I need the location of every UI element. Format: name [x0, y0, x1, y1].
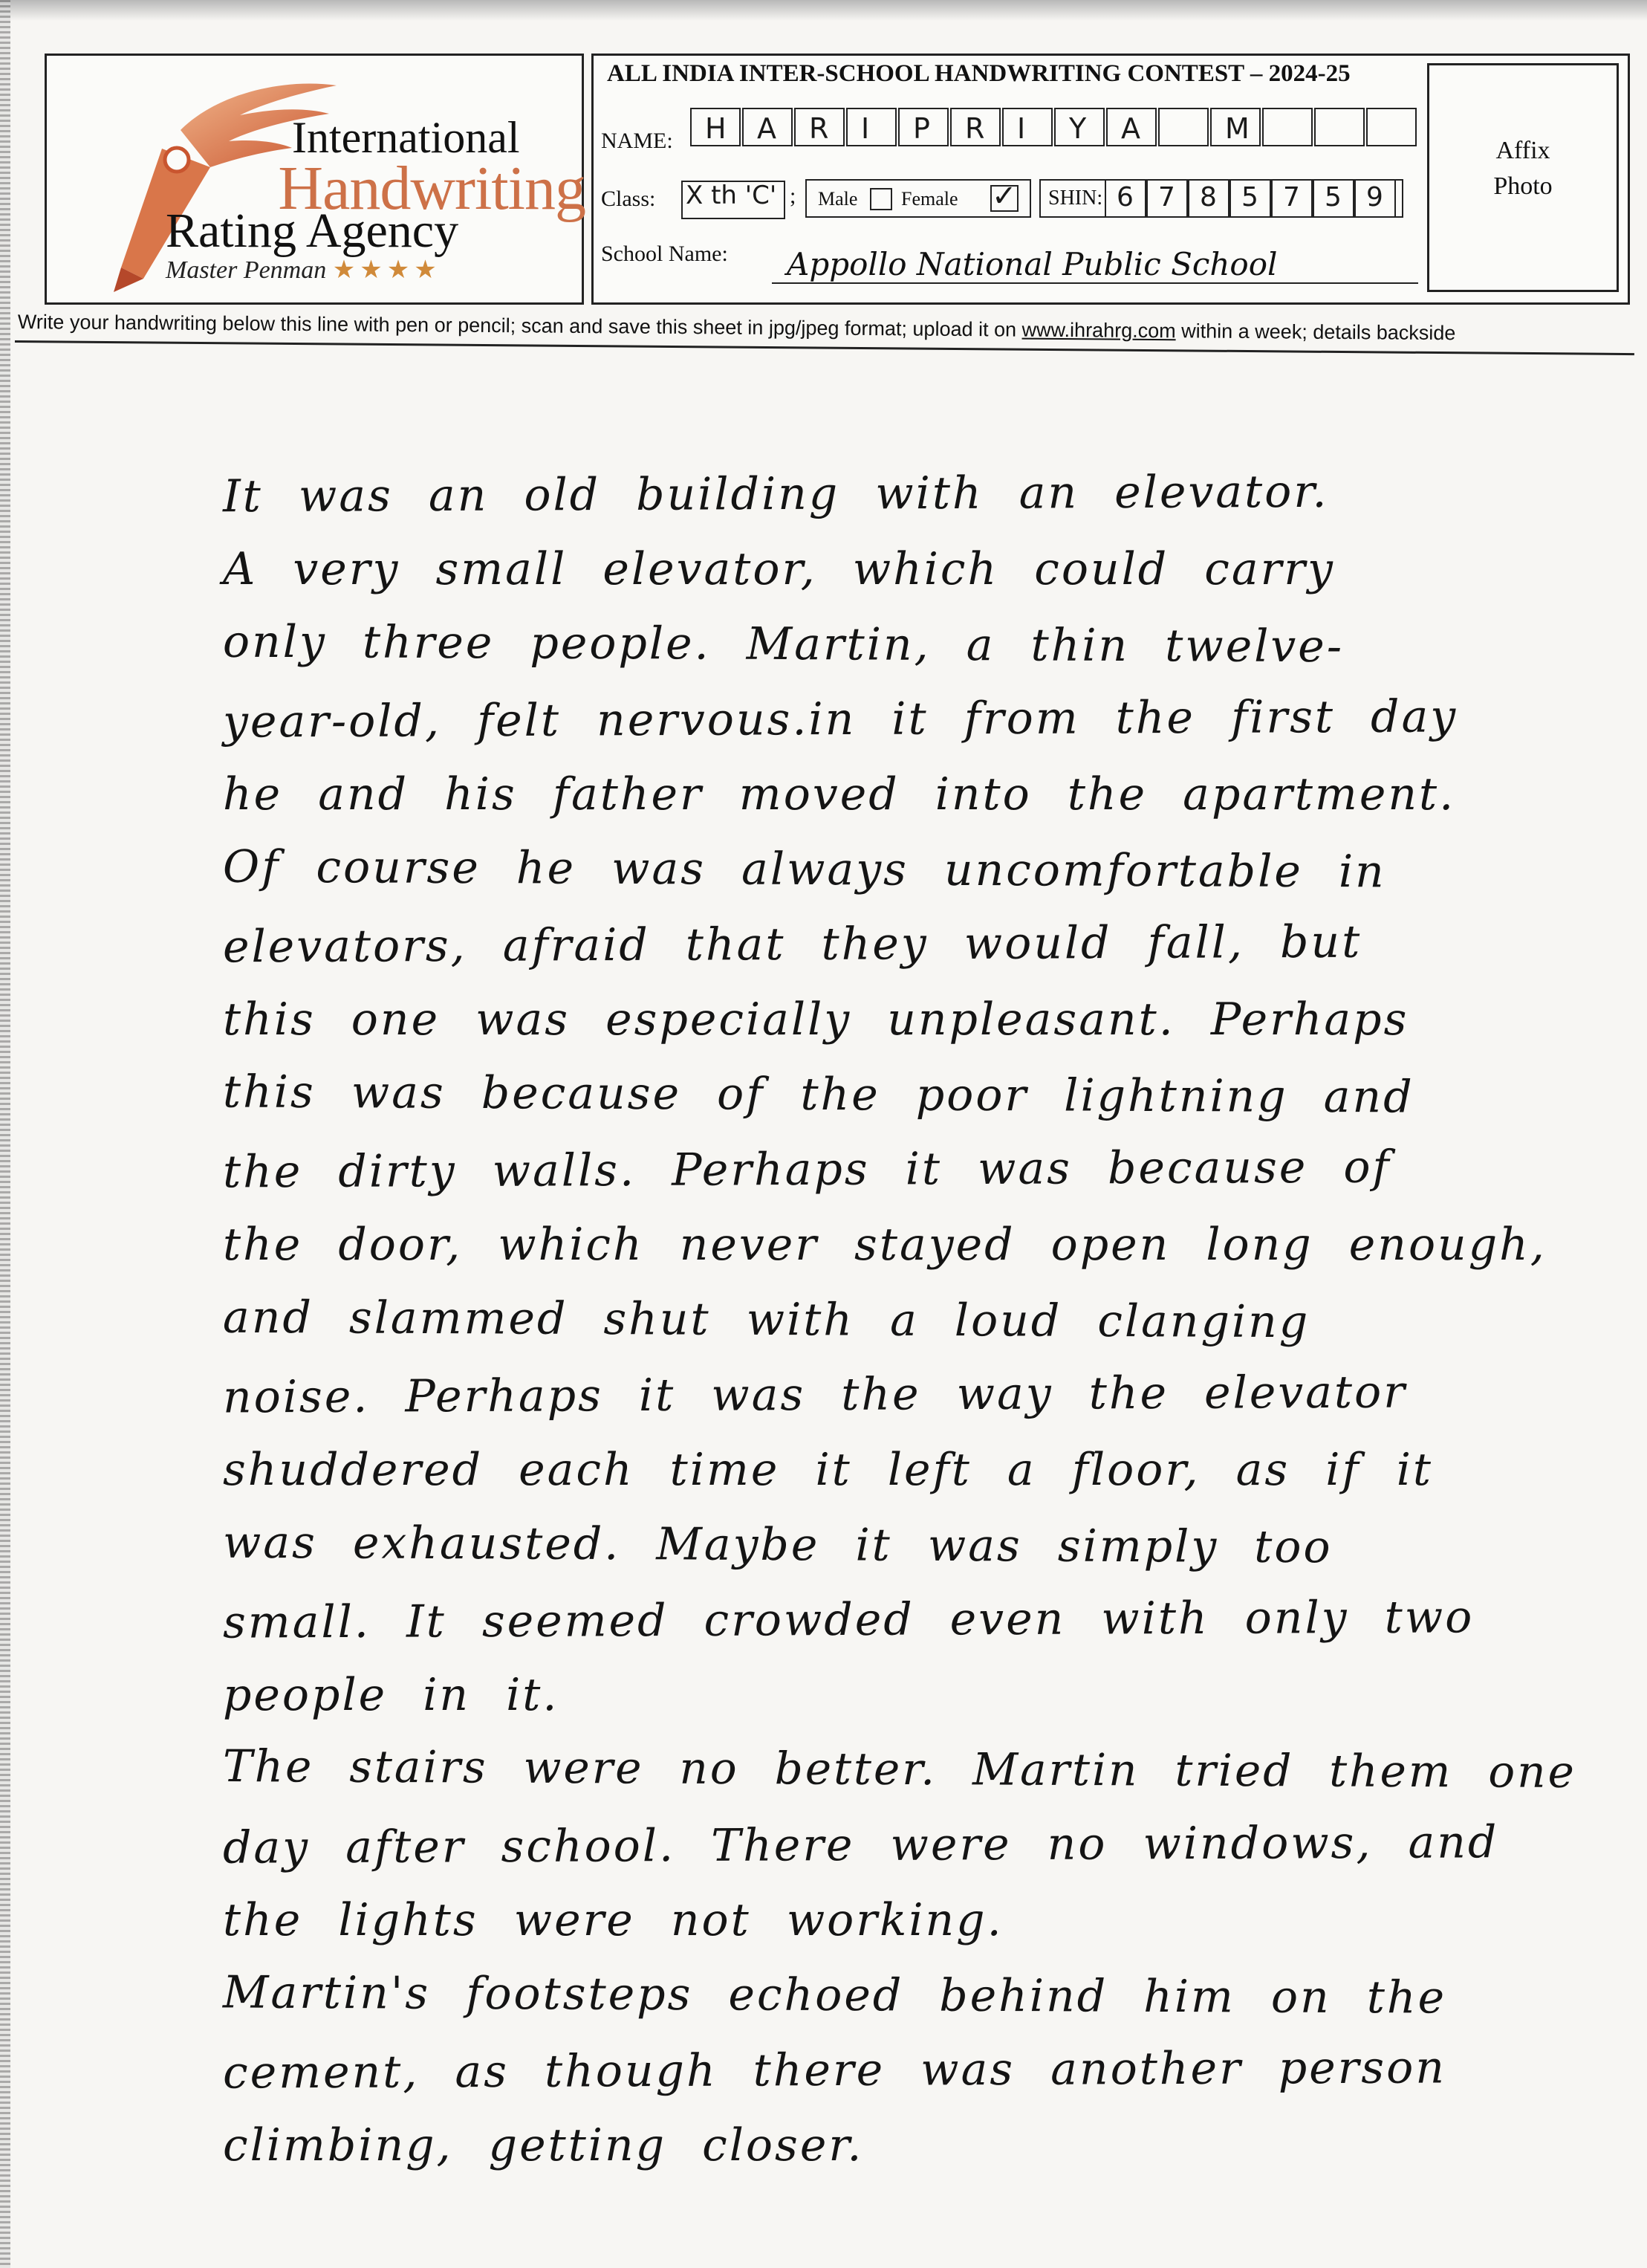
essay-line: The stairs were no better. Martin tried them one [222, 1741, 1577, 1798]
name-char: R [965, 112, 985, 145]
name-char-box[interactable] [1158, 108, 1209, 146]
essay-line: this was because of the poor lightning and [222, 1066, 1414, 1124]
page-binding-edge [0, 0, 10, 2268]
essay-line: shuddered each time it left a floor, as if it [223, 1444, 1434, 1496]
name-char-box[interactable] [1366, 108, 1417, 146]
essay-line: he and his father moved into the apartment. [223, 768, 1456, 820]
logo-master-penman-label: Master Penman [166, 256, 327, 284]
name-char: Y [1069, 112, 1087, 145]
logo-stars: ★★★★ [332, 256, 441, 284]
name-char-box[interactable] [1314, 108, 1365, 146]
photo-text-photo: Photo [1493, 172, 1553, 200]
essay-line: only three people. Martin, a thin twelve- [222, 615, 1345, 673]
page-top-edge [0, 0, 1647, 21]
essay-line: year-old, felt nervous.in it from the first day [222, 690, 1458, 748]
female-check-mark: ✓ [992, 179, 1017, 213]
essay-line: the door, which never stayed open long enough, [223, 1219, 1547, 1271]
shin-digit: 7 [1283, 182, 1300, 213]
instructions-text-end: within a week; details backside [1181, 320, 1456, 345]
name-char: M [1225, 112, 1250, 145]
essay-line: A very small elevator, which could carry [223, 543, 1335, 595]
entry-form [591, 54, 1630, 305]
school-name-value: Appollo National Public School [787, 246, 1278, 282]
essay-line: elevators, afraid that they would fall, but [222, 916, 1362, 973]
name-char-box[interactable] [1002, 108, 1053, 146]
form-header [45, 54, 1627, 306]
instructions-line [18, 311, 1637, 346]
shin-digit: 9 [1366, 182, 1383, 213]
name-char-box[interactable] [1262, 108, 1313, 146]
essay-line: people in it. [223, 1669, 559, 1721]
essay-line: the dirty walls. Perhaps it was because of [222, 1141, 1391, 1199]
shin-digit: 8 [1200, 182, 1217, 213]
logo-text-handwriting: Handwriting [278, 154, 585, 223]
class-separator: ; [790, 184, 796, 208]
school-name-label: School Name: [601, 242, 728, 266]
essay-line: Of course he was always uncomfortable in [222, 840, 1386, 898]
class-value: X th 'C' [686, 181, 777, 210]
logo-text-master-penman [166, 255, 567, 285]
essay-line: climbing, getting closer. [223, 2119, 864, 2171]
female-label: Female [901, 188, 958, 210]
shin-digit: 5 [1325, 182, 1342, 213]
shin-digit: 5 [1241, 182, 1258, 213]
essay-line: this one was especially unpleasant. Perhaps [223, 994, 1409, 1046]
instructions-text: Write your handwriting below this line with pen or pencil; scan and save this sheet in jpg/jpeg format; upload it on [17, 311, 1017, 341]
name-char: P [913, 112, 930, 145]
photo-text-affix: Affix [1495, 137, 1550, 164]
male-checkbox[interactable] [870, 188, 892, 210]
male-label: Male [818, 188, 858, 210]
school-name-underline [772, 282, 1418, 284]
name-char: R [809, 112, 829, 145]
name-label: NAME: [601, 129, 673, 153]
essay-line: and slammed shut with a loud clanging [222, 1291, 1310, 1349]
class-label: Class: [601, 187, 656, 211]
logo-text-rating-agency: Rating Agency [166, 204, 459, 258]
essay-line: noise. Perhaps it was the way the elevator [222, 1366, 1408, 1424]
contest-title: ALL INDIA INTER-SCHOOL HANDWRITING CONTEST – 2024-25 [607, 60, 1351, 87]
agency-logo [45, 54, 584, 305]
essay-line: cement, as though there was another person [222, 2041, 1447, 2099]
essay-line: day after school. There were no windows, and [222, 1816, 1499, 1874]
essay-line: Martin's footsteps echoed behind him on the [222, 1966, 1447, 2024]
shin-digit: 6 [1117, 182, 1134, 213]
name-char: I [1017, 112, 1026, 145]
essay-line: was exhausted. Maybe it was simply too [222, 1516, 1333, 1574]
upload-link[interactable]: www.ihrahrg.com [1021, 318, 1176, 343]
logo-text-international: International [292, 113, 520, 162]
shin-label: SHIN: [1048, 187, 1103, 210]
name-char: H [705, 112, 727, 145]
essay-line: the lights were not working. [223, 1894, 1004, 1946]
name-char: I [861, 112, 870, 145]
name-char: A [757, 112, 776, 145]
name-char: A [1121, 112, 1140, 145]
affix-photo-box[interactable] [1427, 63, 1619, 292]
essay-line: small. It seemed crowded even with only two [222, 1591, 1475, 1649]
shin-digit: 7 [1158, 182, 1175, 213]
essay-line: It was an old building with an elevator. [222, 465, 1329, 523]
name-char-box[interactable] [846, 108, 897, 146]
